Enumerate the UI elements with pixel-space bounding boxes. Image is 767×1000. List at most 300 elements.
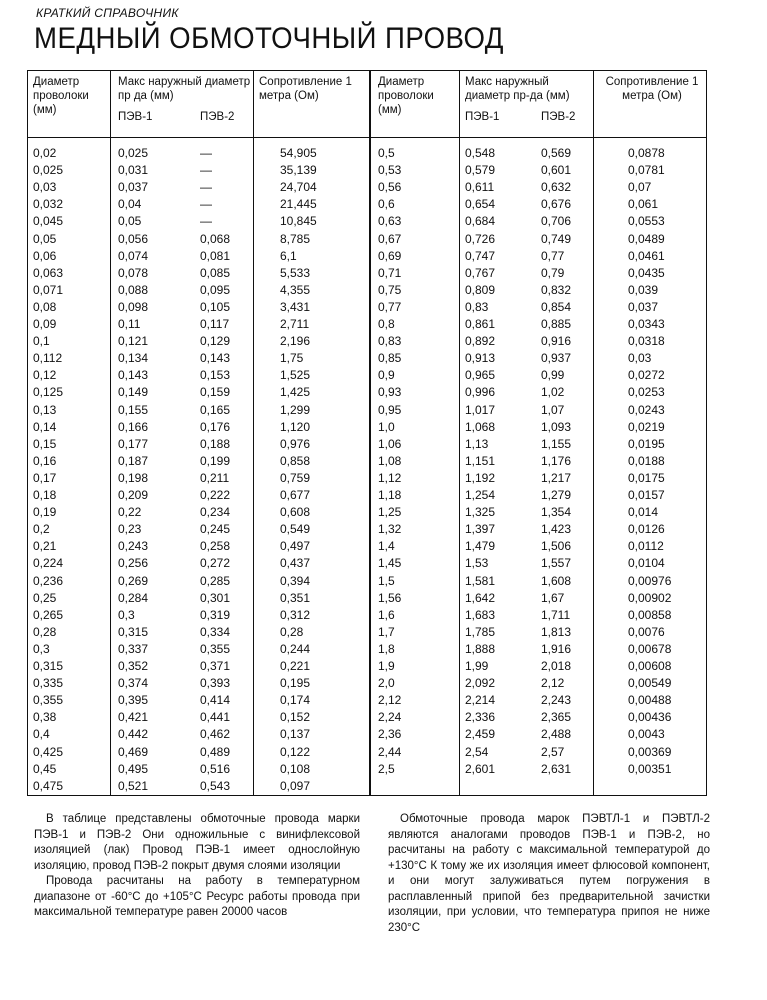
right-cell: 1,151 <box>465 453 496 468</box>
left-cell: 0,284 <box>118 590 149 605</box>
left-cell: 0,222 <box>200 488 231 502</box>
right-cell: 0,654 <box>465 197 496 212</box>
right-cell: 1,56 <box>378 590 402 605</box>
col-divider <box>253 71 254 795</box>
right-cell: 2,243 <box>541 693 572 708</box>
left-cell: 0,489 <box>200 744 231 759</box>
right-cell: 1,12 <box>378 470 402 485</box>
right-cell: 0,00976 <box>628 573 672 588</box>
right-cell: 0,0489 <box>628 231 665 246</box>
right-cell: 1,8 <box>378 641 395 656</box>
right-cell: 0,996 <box>465 385 496 400</box>
left-cell: 0,462 <box>200 727 231 742</box>
right-cell: 2,57 <box>541 744 565 759</box>
right-cell: 0,916 <box>541 334 572 349</box>
right-cell: 0,56 <box>378 180 402 195</box>
right-cell: 0,0219 <box>628 419 665 434</box>
left-cell: 0,301 <box>200 590 231 605</box>
right-cell: 0,0043 <box>628 727 665 742</box>
left-cell: 0,234 <box>200 505 231 520</box>
left-cell: 0,122 <box>280 744 311 759</box>
header-resistance-left: Сопротивление 1 метра (Ом) <box>259 76 352 102</box>
left-cell: 0,3 <box>33 641 50 656</box>
left-cell: 0,337 <box>118 641 149 656</box>
right-cell: 1,506 <box>541 539 572 554</box>
left-cell: 2,196 <box>280 334 311 349</box>
right-cell: 1,176 <box>541 453 572 468</box>
right-cell: 2,5 <box>378 761 395 776</box>
right-cell: 0,0461 <box>628 248 665 263</box>
right-cell: 0,913 <box>465 351 496 366</box>
right-cell: 0,9 <box>378 368 395 383</box>
right-cell: 0,71 <box>378 265 402 280</box>
left-cell: 0,355 <box>200 641 231 656</box>
right-cell: 1,813 <box>541 624 572 639</box>
right-cell: 0,95 <box>378 402 402 417</box>
left-cell: 0,187 <box>118 453 149 468</box>
left-cell: 0,088 <box>118 282 149 297</box>
right-cell: 0,0157 <box>628 488 665 502</box>
left-cell: 0,221 <box>280 659 311 673</box>
right-cell: 0,937 <box>541 351 572 366</box>
right-cell: 1,6 <box>378 607 395 622</box>
right-cell: 0,00436 <box>628 710 672 725</box>
left-cell: 0,28 <box>33 624 57 639</box>
left-cell: 0,081 <box>200 248 231 263</box>
right-cell: 1,093 <box>541 419 572 434</box>
page-title: МЕДНЫЙ ОБМОТОЧНЫЙ ПРОВОД <box>34 22 504 55</box>
wire-table <box>27 70 707 796</box>
right-cell: 2,12 <box>541 676 565 691</box>
right-cell: 0,03 <box>628 351 652 366</box>
left-cell: 0,108 <box>280 761 311 776</box>
right-cell: 0,632 <box>541 180 572 195</box>
left-cell: 0,543 <box>200 778 231 793</box>
right-cell: 0,00608 <box>628 659 672 673</box>
left-cell: 0,025 <box>118 146 149 160</box>
right-cell: 2,459 <box>465 727 496 742</box>
left-cell: 0,174 <box>280 693 311 708</box>
left-cell: 2,711 <box>280 317 310 331</box>
right-cell: 0,747 <box>465 248 496 263</box>
right-cell: 0,0553 <box>628 214 665 229</box>
header-pev1-left: ПЭВ-1 <box>118 111 153 123</box>
right-cell: 0,00678 <box>628 641 672 656</box>
right-cell: 0,0243 <box>628 402 665 417</box>
right-cell: 1,07 <box>541 402 565 417</box>
right-cell: 0,892 <box>465 334 496 349</box>
left-cell: 0,352 <box>118 659 149 673</box>
right-cell: 0,0175 <box>628 470 665 485</box>
left-cell: 0,425 <box>33 744 64 759</box>
left-cell: 0,05 <box>118 214 142 229</box>
left-cell: 0,14 <box>33 419 57 434</box>
right-cell: 0,0188 <box>628 453 665 468</box>
right-cell: 2,0 <box>378 676 395 691</box>
right-cell: 0,809 <box>465 282 496 297</box>
left-cell: 0,153 <box>200 368 231 383</box>
right-cell: 1,192 <box>465 470 496 485</box>
left-cell: 0,063 <box>33 265 64 280</box>
left-cell: 0,258 <box>200 539 231 554</box>
right-cell: 0,548 <box>465 146 496 160</box>
left-cell: 0,211 <box>200 470 230 485</box>
left-cell: 0,152 <box>280 710 311 725</box>
left-cell: 0,209 <box>118 488 149 502</box>
left-cell: 0,335 <box>33 676 64 691</box>
left-cell: — <box>200 197 212 212</box>
right-cell: 2,488 <box>541 727 572 742</box>
left-cell: 0,269 <box>118 573 149 588</box>
header-resistance-right: Сопротивление 1 метра (Ом) <box>605 76 699 102</box>
right-cell: 1,9 <box>378 659 395 673</box>
right-cell: 2,631 <box>541 761 572 776</box>
left-cell: 0,759 <box>280 470 311 485</box>
left-cell: 4,355 <box>280 282 311 297</box>
left-cell: 0,475 <box>33 778 64 793</box>
col-divider <box>369 71 371 795</box>
right-cell: 1,354 <box>541 505 572 520</box>
right-cell: 1,557 <box>541 556 572 571</box>
left-cell: 0,371 <box>200 659 231 673</box>
right-cell: 0,676 <box>541 197 572 212</box>
left-cell: 0,143 <box>200 351 231 366</box>
left-cell: 0,025 <box>33 163 64 178</box>
col-divider <box>110 71 111 795</box>
left-cell: 0,12 <box>33 368 57 383</box>
right-cell: 1,916 <box>541 641 572 656</box>
right-cell: 0,854 <box>541 299 572 314</box>
right-cell: 1,18 <box>378 488 402 502</box>
right-cell: 0,63 <box>378 214 402 229</box>
left-cell: 0,176 <box>200 419 231 434</box>
note-right-p1: Обмоточные провода марок ПЭВТЛ-1 и ПЭВТЛ-2 являются аналогами проводов ПЭВ-1 и ПЭВ-2, но расчитаны на работу с максимальной температурой до +130°С К тому же их изоляция имеет флюсовой компонент, и они могут залуживаться путем погружения в расплавленный припой без предварительной зачистки изоляции, при условии, что температура припоя не ниже 230°С <box>388 813 710 934</box>
right-cell: 1,785 <box>465 624 496 639</box>
right-cell: 1,13 <box>465 436 489 451</box>
right-cell: 0,0076 <box>628 624 665 639</box>
left-cell: 0,195 <box>280 676 311 691</box>
left-cell: 0,38 <box>33 710 57 725</box>
left-cell: 0,13 <box>33 402 57 417</box>
right-cell: 0,00858 <box>628 607 672 622</box>
left-cell: 0,421 <box>118 710 149 725</box>
right-cell: 0,0878 <box>628 146 665 160</box>
left-cell: 0,143 <box>118 368 149 383</box>
right-cell: 2,36 <box>378 727 402 742</box>
right-cell: 0,77 <box>378 299 402 314</box>
right-cell: 0,0195 <box>628 436 665 451</box>
left-cell: 0,071 <box>33 282 64 297</box>
right-cell: 0,0435 <box>628 265 665 280</box>
right-cell: 0,0126 <box>628 522 665 537</box>
right-cell: 1,25 <box>378 505 402 520</box>
left-cell: 0,437 <box>280 556 311 571</box>
right-cell: 0,00351 <box>628 761 672 776</box>
right-cell: 0,93 <box>378 385 402 400</box>
left-cell: 0,17 <box>33 470 57 485</box>
right-cell: 1,397 <box>465 522 496 537</box>
header-pev1-right: ПЭВ-1 <box>465 111 500 123</box>
right-cell: 0,861 <box>465 317 496 331</box>
left-cell: 0,315 <box>33 659 64 673</box>
right-cell: 1,02 <box>541 385 565 400</box>
right-cell: 2,018 <box>541 659 572 673</box>
right-cell: 0,00902 <box>628 590 672 605</box>
right-cell: 2,44 <box>378 744 402 759</box>
left-cell: 0,112 <box>33 351 63 366</box>
left-cell: 0,516 <box>200 761 231 776</box>
note-left-p1: В таблице представлены обмоточные провода марки ПЭВ-1 и ПЭВ-2 Они одножильные с винифлексовой изоляцией (лак) Провод ПЭВ-1 имеет однослойную изоляцию, провод ПЭВ-2 покрыт двумя слоями изоляции <box>34 813 360 872</box>
right-cell: 2,24 <box>378 710 402 725</box>
right-cell: 0,832 <box>541 282 572 297</box>
left-cell: 0,315 <box>118 624 149 639</box>
right-cell: 0,07 <box>628 180 652 195</box>
left-cell: 1,299 <box>280 402 311 417</box>
left-cell: 0,677 <box>280 488 311 502</box>
left-cell: — <box>200 146 212 160</box>
left-cell: 0,858 <box>280 453 311 468</box>
left-cell: 0,18 <box>33 488 57 502</box>
left-cell: 21,445 <box>280 197 317 212</box>
right-cell: 0,726 <box>465 231 496 246</box>
left-cell: 35,139 <box>280 163 317 178</box>
right-cell: 1,67 <box>541 590 565 605</box>
header-pev2-right: ПЭВ-2 <box>541 111 576 123</box>
right-cell: 0,749 <box>541 231 572 246</box>
right-cell: 1,45 <box>378 556 402 571</box>
left-cell: 0,21 <box>33 539 57 554</box>
left-cell: 0,095 <box>200 282 231 297</box>
left-cell: 0,149 <box>118 385 149 400</box>
right-cell: 0,569 <box>541 146 572 160</box>
left-cell: — <box>200 180 212 195</box>
right-cell: 2,336 <box>465 710 496 725</box>
right-cell: 0,0318 <box>628 334 665 349</box>
right-cell: 1,7 <box>378 624 395 639</box>
note-right <box>388 812 710 936</box>
right-cell: 1,017 <box>465 402 496 417</box>
left-cell: 1,425 <box>280 385 311 400</box>
left-cell: 0,045 <box>33 214 64 229</box>
left-cell: 0,121 <box>118 334 149 349</box>
left-cell: 0,078 <box>118 265 149 280</box>
right-cell: 0,75 <box>378 282 402 297</box>
left-cell: 0,28 <box>280 624 304 639</box>
right-cell: 0,885 <box>541 317 572 331</box>
left-cell: 0,09 <box>33 317 57 331</box>
left-cell: 6,1 <box>280 248 297 263</box>
right-cell: 1,479 <box>465 539 496 554</box>
left-cell: 0,414 <box>200 693 231 708</box>
right-cell: 0,83 <box>378 334 402 349</box>
right-cell: 1,32 <box>378 522 402 537</box>
header-outer-right: Макс наружный диаметр пр-да (мм) <box>465 76 570 102</box>
header-divider <box>28 137 706 138</box>
left-cell: 0,394 <box>280 573 311 588</box>
right-cell: 0,53 <box>378 163 402 178</box>
right-cell: 0,79 <box>541 265 565 280</box>
right-cell: 1,642 <box>465 590 496 605</box>
left-cell: 0,469 <box>118 744 149 759</box>
right-cell: 1,888 <box>465 641 496 656</box>
left-cell: 10,845 <box>280 214 317 229</box>
right-cell: 0,0112 <box>628 539 664 554</box>
left-cell: 1,75 <box>280 351 304 366</box>
right-cell: 0,85 <box>378 351 402 366</box>
left-cell: 0,03 <box>33 180 57 195</box>
right-cell: 0,8 <box>378 317 395 331</box>
left-cell: 0,032 <box>33 197 64 212</box>
left-cell: 0,08 <box>33 299 57 314</box>
left-cell: 0,155 <box>118 402 149 417</box>
left-cell: 0,105 <box>200 299 231 314</box>
right-cell: 1,08 <box>378 453 402 468</box>
left-cell: 54,905 <box>280 146 317 160</box>
left-cell: 0,25 <box>33 590 57 605</box>
left-cell: 3,431 <box>280 299 311 314</box>
right-cell: 0,69 <box>378 248 402 263</box>
left-cell: 0,031 <box>118 163 149 178</box>
left-cell: 0,05 <box>33 231 57 246</box>
left-cell: 0,11 <box>118 317 141 331</box>
right-cell: 0,684 <box>465 214 496 229</box>
left-cell: 0,134 <box>118 351 149 366</box>
left-cell: 0,037 <box>118 180 149 195</box>
right-cell: 0,037 <box>628 299 659 314</box>
right-cell: 1,068 <box>465 419 496 434</box>
right-cell: 0,83 <box>465 299 489 314</box>
right-cell: 0,6 <box>378 197 395 212</box>
right-cell: 0,706 <box>541 214 572 229</box>
left-cell: 0,285 <box>200 573 231 588</box>
left-cell: 0,355 <box>33 693 64 708</box>
left-cell: 0,319 <box>200 607 231 622</box>
left-cell: — <box>200 163 212 178</box>
right-cell: 2,54 <box>465 744 489 759</box>
kicker: КРАТКИЙ СПРАВОЧНИК <box>36 6 179 20</box>
header-outer-left: Макс наружный диаметр пр да (мм) <box>118 76 251 102</box>
left-cell: 0,165 <box>200 402 231 417</box>
left-cell: 5,533 <box>280 265 311 280</box>
left-cell: 0,188 <box>200 436 231 451</box>
right-cell: 0,965 <box>465 368 496 383</box>
right-cell: 0,0272 <box>628 368 665 383</box>
right-cell: 0,0253 <box>628 385 665 400</box>
left-cell: 0,22 <box>118 505 142 520</box>
right-cell: 0,579 <box>465 163 496 178</box>
left-cell: 0,497 <box>280 539 311 554</box>
right-cell: 1,254 <box>465 488 496 502</box>
right-cell: 0,00549 <box>628 676 672 691</box>
left-cell: 0,312 <box>280 607 311 622</box>
left-cell: 0,334 <box>200 624 231 639</box>
left-cell: 0,245 <box>200 522 231 537</box>
left-cell: 0,137 <box>280 727 311 742</box>
right-cell: 1,683 <box>465 607 496 622</box>
left-cell: 0,125 <box>33 385 64 400</box>
left-cell: 1,120 <box>280 419 311 434</box>
left-cell: 0,15 <box>33 436 57 451</box>
right-cell: 0,0781 <box>628 163 665 178</box>
left-cell: 0,272 <box>200 556 231 571</box>
right-cell: 2,092 <box>465 676 496 691</box>
left-cell: 0,976 <box>280 436 311 451</box>
left-cell: 0,4 <box>33 727 50 742</box>
left-cell: 0,098 <box>118 299 149 314</box>
right-cell: 0,611 <box>465 180 495 195</box>
left-cell: 0,256 <box>118 556 149 571</box>
left-cell: 0,608 <box>280 505 311 520</box>
right-cell: 1,99 <box>465 659 489 673</box>
left-cell: 0,198 <box>118 470 149 485</box>
right-cell: 1,0 <box>378 419 395 434</box>
right-cell: 0,767 <box>465 265 496 280</box>
right-cell: 0,014 <box>628 505 659 520</box>
left-cell: 0,549 <box>280 522 311 537</box>
left-cell: 0,166 <box>118 419 149 434</box>
right-cell: 1,06 <box>378 436 402 451</box>
left-cell: 0,495 <box>118 761 149 776</box>
right-cell: 0,5 <box>378 146 395 160</box>
left-cell: 0,159 <box>200 385 231 400</box>
left-cell: 0,393 <box>200 676 231 691</box>
right-cell: 1,325 <box>465 505 496 520</box>
left-cell: 0,129 <box>200 334 231 349</box>
right-cell: 0,061 <box>628 197 659 212</box>
right-cell: 2,365 <box>541 710 572 725</box>
left-cell: 1,525 <box>280 368 311 383</box>
left-cell: 0,056 <box>118 231 149 246</box>
left-cell: 0,06 <box>33 248 57 263</box>
left-cell: 0,395 <box>118 693 149 708</box>
left-cell: 0,441 <box>200 710 231 725</box>
right-cell: 2,601 <box>465 761 496 776</box>
left-cell: 0,521 <box>118 778 149 793</box>
header-diameter-left: Диаметр проволоки (мм) <box>33 76 89 116</box>
col-divider <box>459 71 460 795</box>
left-cell: 0,074 <box>118 248 149 263</box>
right-cell: 0,00488 <box>628 693 672 708</box>
right-cell: 1,581 <box>465 573 496 588</box>
right-cell: 0,0104 <box>628 556 665 571</box>
note-left-p2: Провода расчитаны на работу в температурном диапазоне от -60°С до +105°С Ресурс работы провода при максимальной температуре равен 20000 часов <box>34 875 360 918</box>
right-cell: 0,601 <box>541 163 572 178</box>
left-cell: 0,45 <box>33 761 57 776</box>
left-cell: 0,085 <box>200 265 231 280</box>
left-cell: 24,704 <box>280 180 317 195</box>
right-cell: 0,77 <box>541 248 565 263</box>
left-cell: 0,16 <box>33 453 57 468</box>
left-cell: 0,442 <box>118 727 149 742</box>
right-cell: 1,279 <box>541 488 572 502</box>
right-cell: 2,12 <box>378 693 402 708</box>
right-cell: 1,217 <box>541 470 572 485</box>
left-cell: 0,117 <box>200 317 230 331</box>
right-cell: 1,423 <box>541 522 572 537</box>
left-cell: 0,04 <box>118 197 142 212</box>
left-cell: 8,785 <box>280 231 311 246</box>
left-cell: 0,02 <box>33 146 57 160</box>
right-cell: 2,214 <box>465 693 496 708</box>
right-cell: 1,155 <box>541 436 572 451</box>
header-diameter-right: Диаметр проволоки (мм) <box>378 76 434 116</box>
right-cell: 1,4 <box>378 539 395 554</box>
right-cell: 1,608 <box>541 573 572 588</box>
left-cell: 0,236 <box>33 573 64 588</box>
left-cell: 0,351 <box>280 590 311 605</box>
left-cell: 0,374 <box>118 676 149 691</box>
header-pev2-left: ПЭВ-2 <box>200 111 235 123</box>
